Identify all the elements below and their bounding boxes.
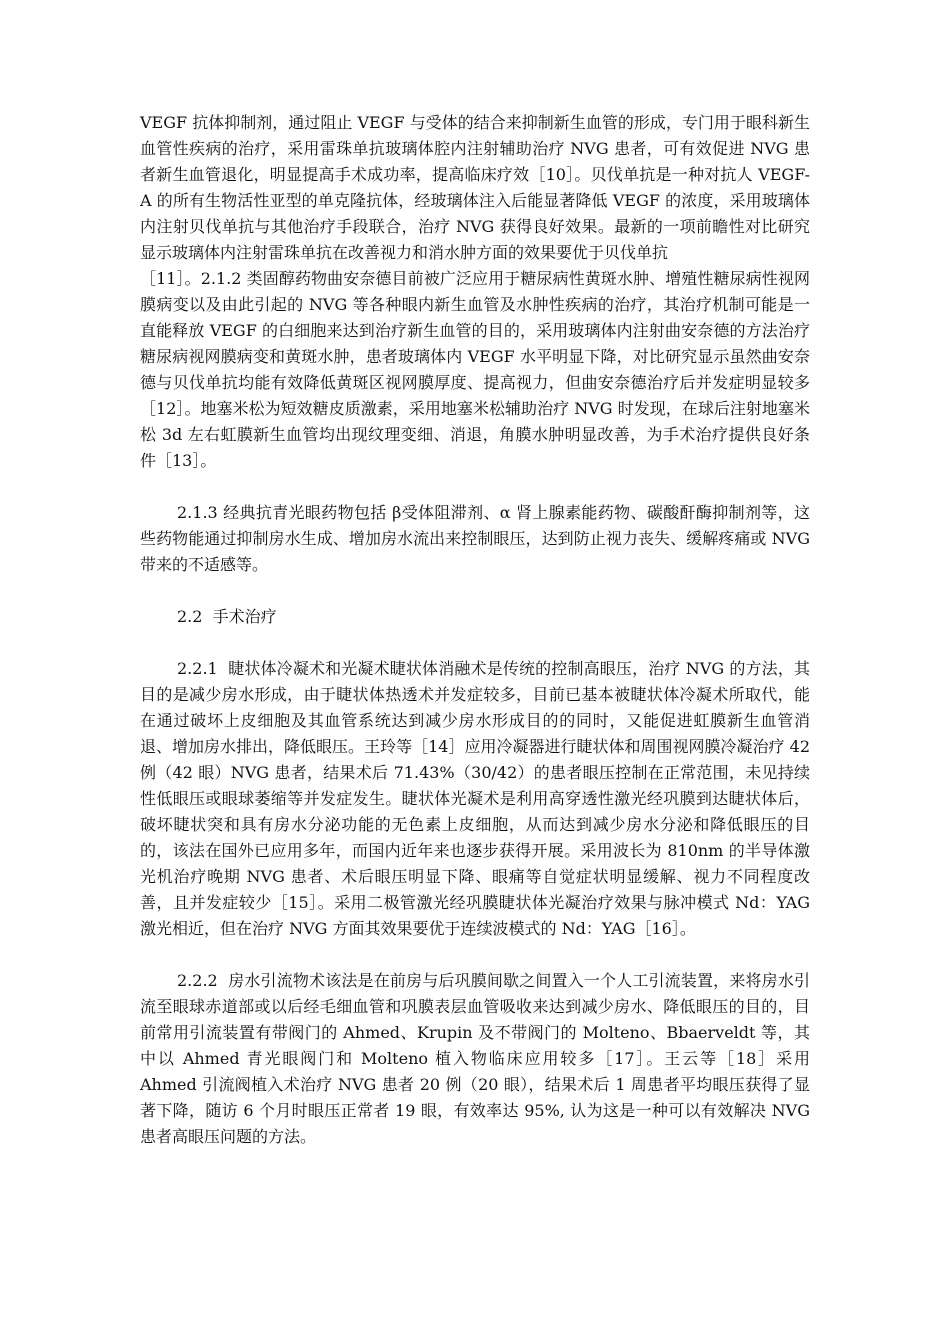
document-page	[140, 110, 816, 1150]
section-heading-surgical-treatment: 2.2 手术治疗	[177, 607, 277, 626]
paragraph-antiglaucoma-drugs: 2.1.3 经典抗青光眼药物包括 β受体阻滞剂、α 肾上腺素能药物、碳酸酐酶抑制剂等，这些药物能通过抑制房水生成、增加房水流出来控制眼压，达到防止视力丧失、缓解疼痛或 NVG 带来的不适感等。	[140, 503, 816, 574]
paragraph-cyclocryotherapy: 2.2.1 睫状体冷凝术和光凝术睫状体消融术是传统的控制高眼压，治疗 NVG 的方法，其目的是减少房水形成，由于睫状体热透术并发症较多，目前已基本被睫状体冷凝术所取代，能在通过破坏上皮细胞及其血管系统达到减少房水形成目的的同时，又能促进虹膜新生血管消退、增加房水排出，降低眼压。王玲等［14］应用冷凝器进行睫状体和周围视网膜冷凝治疗 42 例（42 眼）NVG 患者，结果术后 71.43%（30/42）的患者眼压控制在正常范围，未见持续性低眼压或眼球萎缩等并发症发生。睫状体光凝术是利用高穿透性激光经巩膜到达睫状体后，破坏睫状突和具有房水分泌功能的无色素上皮细胞，从而达到减少房水分泌和降低眼压的目的，该法在国外已应用多年，而国内近年来也逐步获得开展。采用波长为 810nm 的半导体激光机治疗晚期 NVG 患者、术后眼压明显下降、眼痛等自觉症状明显缓解、视力不同程度改善，且并发症较少［15］。采用二极管激光经巩膜睫状体光凝治疗效果与脉冲模式 Nd：YAG 激光相近，但在治疗 NVG 方面其效果要优于连续波模式的 Nd：YAG［16］。	[140, 659, 816, 938]
paragraph-drainage-implant: 2.2.2 房水引流物术该法是在前房与后巩膜间歇之间置入一个人工引流装置，来将房水引流至眼球赤道部或以后经毛细血管和巩膜表层血管吸收来达到减少房水、降低眼压的目的，目前常用引流装置有带阀门的 Ahmed、Krupin 及不带阀门的 Molteno、Bbaerveldt 等，其中以 Ahmed 青光眼阀门和 Molteno 植入物临床应用较多［17］。王云等［18］采用 Ahmed 引流阀植入术治疗 NVG 患者 20 例（20 眼），结果术后 1 周患者平均眼压获得了显著下降，随访 6 个月时眼压正常者 19 眼，有效率达 95%, 认为这是一种可以有效解决 NVG 患者高眼压问题的方法。	[140, 971, 816, 1146]
paragraph-vegf-and-steroid-treatment: VEGF 抗体抑制剂，通过阻止 VEGF 与受体的结合来抑制新生血管的形成，专门用于眼科新生血管性疾病的治疗，采用雷珠单抗玻璃体腔内注射辅助治疗 NVG 患者，可有效促进 NVG 患者新生血管退化，明显提高手术成功率，提高临床疗效［10］。贝伐单抗是一种对抗人 VEGF-A 的所有生物活性亚型的单克隆抗体，经玻璃体注入后能显著降低 VEGF 的浓度，采用玻璃体内注射贝伐单抗与其他治疗手段联合，治疗 NVG 获得良好效果。最新的一项前瞻性对比研究显示玻璃体内注射雷珠单抗在改善视力和消水肿方面的效果要优于贝伐单抗 ［11］。2.1.2 类固醇药物曲安奈德目前被广泛应用于糖尿病性黄斑水肿、增殖性糖尿病性视网膜病变以及由此引起的 NVG 等各种眼内新生血管及水肿性疾病的治疗，其治疗机制可能是一直能释放 VEGF 的白细胞来达到治疗新生血管的目的，采用玻璃体内注射曲安奈德的方法治疗糖尿病视网膜病变和黄斑水肿，患者玻璃体内 VEGF 水平明显下降，对比研究显示虽然曲安奈德与贝伐单抗均能有效降低黄斑区视网膜厚度、提高视力，但曲安奈德治疗后并发症明显较多［12］。地塞米松为短效糖皮质激素，采用地塞米松辅助治疗 NVG 时发现，在球后注射地塞米松 3d 左右虹膜新生血管均出现纹理变细、消退，角膜水肿明显改善，为手术治疗提供良好条件［13］。	[140, 113, 810, 470]
